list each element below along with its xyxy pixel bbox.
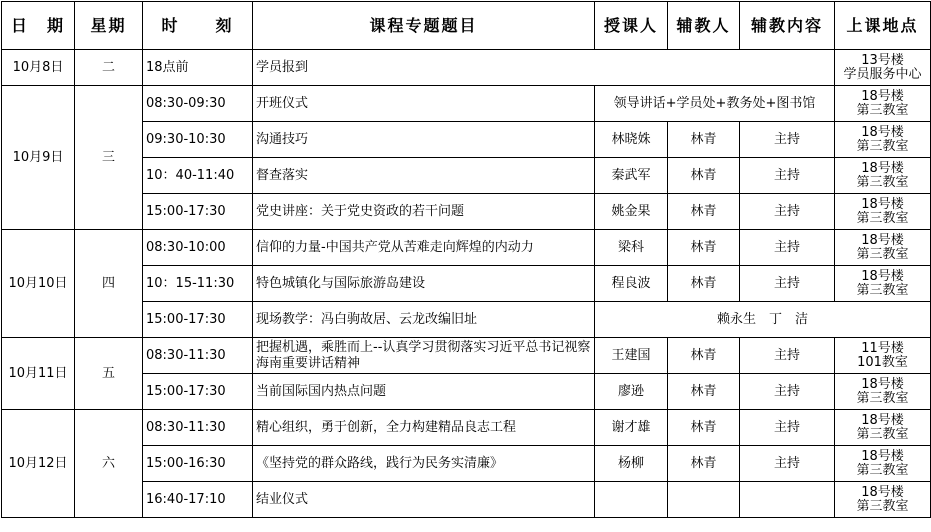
header-lecturer: 授课人 bbox=[595, 2, 668, 50]
lecturer-cell: 程良波 bbox=[595, 266, 668, 302]
location-building: 13号楼 bbox=[861, 52, 904, 68]
location-room: 第三教室 bbox=[856, 138, 909, 154]
location-room: 101教室 bbox=[857, 354, 908, 370]
location-room: 第三教室 bbox=[856, 282, 909, 298]
time-cell: 08:30-10:00 bbox=[143, 230, 253, 266]
topic-cell: 把握机遇，乘胜而上--认真学习贯彻落实习近平总书记视察海南重要讲话精神 bbox=[253, 338, 595, 374]
location-building: 11号楼 bbox=[861, 340, 904, 356]
lecturer-cell: 秦武军 bbox=[595, 158, 668, 194]
topic-cell: 开班仪式 bbox=[253, 86, 595, 122]
location-building: 18号楼 bbox=[861, 484, 904, 500]
assist-content-cell: 主持 bbox=[740, 446, 835, 482]
date-cell: 10月10日 bbox=[2, 230, 75, 338]
topic-cell: 当前国际国内热点问题 bbox=[253, 374, 595, 410]
location-cell bbox=[835, 194, 931, 230]
topic-cell: 特色城镇化与国际旅游岛建设 bbox=[253, 266, 595, 302]
location-room: 第三教室 bbox=[856, 246, 909, 262]
topic-cell: 沟通技巧 bbox=[253, 122, 595, 158]
weekday-cell: 四 bbox=[75, 230, 143, 338]
time-cell: 15:00-16:30 bbox=[143, 446, 253, 482]
weekday-cell: 五 bbox=[75, 338, 143, 410]
assist-content-cell: 主持 bbox=[740, 122, 835, 158]
time-cell: 16:40-17:10 bbox=[143, 482, 253, 518]
date-cell: 10月12日 bbox=[2, 410, 75, 518]
location-building: 18号楼 bbox=[861, 412, 904, 428]
location-cell bbox=[835, 230, 931, 266]
location-room: 第三教室 bbox=[856, 426, 909, 442]
location-cell bbox=[835, 410, 931, 446]
header-assistant: 辅教人 bbox=[668, 2, 740, 50]
location-cell bbox=[835, 86, 931, 122]
header-time: 时 刻 bbox=[143, 2, 253, 50]
topic-cell: 学员报到 bbox=[253, 50, 835, 86]
header-assist-content: 辅教内容 bbox=[740, 2, 835, 50]
date-cell: 10月8日 bbox=[2, 50, 75, 86]
time-cell: 08:30-09:30 bbox=[143, 86, 253, 122]
weekday-cell: 二 bbox=[75, 50, 143, 86]
date-cell: 10月11日 bbox=[2, 338, 75, 410]
location-cell bbox=[835, 482, 931, 518]
header-location: 上课地点 bbox=[835, 2, 931, 50]
location-room: 第三教室 bbox=[856, 102, 909, 118]
merged-note-cell: 领导讲话+学员处+教务处+图书馆 bbox=[595, 86, 835, 122]
weekday-cell: 六 bbox=[75, 410, 143, 518]
time-cell: 08:30-11:30 bbox=[143, 338, 253, 374]
date-cell: 10月9日 bbox=[2, 86, 75, 230]
location-cell bbox=[835, 122, 931, 158]
topic-cell: 信仰的力量-中国共产党从苦难走向辉煌的内动力 bbox=[253, 230, 595, 266]
assist-content-cell: 主持 bbox=[740, 266, 835, 302]
assistant-cell: 林青 bbox=[668, 158, 740, 194]
assistant-cell: 林青 bbox=[668, 446, 740, 482]
lecturer-cell bbox=[595, 482, 668, 518]
lecturer-cell: 梁科 bbox=[595, 230, 668, 266]
lecturer-cell: 谢才雄 bbox=[595, 410, 668, 446]
location-building: 18号楼 bbox=[861, 232, 904, 248]
table-row bbox=[2, 410, 931, 446]
location-building: 18号楼 bbox=[861, 268, 904, 284]
assist-content-cell bbox=[740, 482, 835, 518]
assistant-cell: 林青 bbox=[668, 230, 740, 266]
lecturer-cell: 王建国 bbox=[595, 338, 668, 374]
merged-note-cell: 赖永生 丁 洁 bbox=[595, 302, 931, 338]
lecturer-cell: 廖逊 bbox=[595, 374, 668, 410]
location-room: 第三教室 bbox=[856, 390, 909, 406]
header-weekday: 星期 bbox=[75, 2, 143, 50]
location-building: 18号楼 bbox=[861, 88, 904, 104]
location-cell bbox=[835, 446, 931, 482]
assist-content-cell: 主持 bbox=[740, 194, 835, 230]
assist-content-cell: 主持 bbox=[740, 374, 835, 410]
location-building: 18号楼 bbox=[861, 448, 904, 464]
location-cell bbox=[835, 266, 931, 302]
weekday-cell: 三 bbox=[75, 86, 143, 230]
assistant-cell: 林青 bbox=[668, 122, 740, 158]
table-row bbox=[2, 338, 931, 374]
lecturer-cell: 林晓姝 bbox=[595, 122, 668, 158]
location-room: 第三教室 bbox=[856, 462, 909, 478]
assist-content-cell: 主持 bbox=[740, 158, 835, 194]
table-row bbox=[2, 50, 931, 86]
location-building: 18号楼 bbox=[861, 160, 904, 176]
assistant-cell: 林青 bbox=[668, 266, 740, 302]
assistant-cell bbox=[668, 482, 740, 518]
location-building: 18号楼 bbox=[861, 196, 904, 212]
time-cell: 08:30-11:30 bbox=[143, 410, 253, 446]
location-cell bbox=[835, 158, 931, 194]
topic-cell: 党史讲座：关于党史资政的若干问题 bbox=[253, 194, 595, 230]
lecturer-cell: 杨柳 bbox=[595, 446, 668, 482]
location-room: 第三教室 bbox=[856, 498, 909, 514]
location-room: 第三教室 bbox=[856, 210, 909, 226]
topic-cell: 《坚持党的群众路线，践行为民务实清廉》 bbox=[253, 446, 595, 482]
assist-content-cell: 主持 bbox=[740, 410, 835, 446]
time-cell: 15:00-17:30 bbox=[143, 374, 253, 410]
location-building: 18号楼 bbox=[861, 376, 904, 392]
time-cell: 10：40-11:40 bbox=[143, 158, 253, 194]
time-cell: 15:00-17:30 bbox=[143, 194, 253, 230]
assistant-cell: 林青 bbox=[668, 374, 740, 410]
time-cell: 09:30-10:30 bbox=[143, 122, 253, 158]
location-room: 学员服务中心 bbox=[843, 66, 922, 82]
topic-cell: 精心组织，勇于创新，全力构建精品良志工程 bbox=[253, 410, 595, 446]
lecturer-cell: 姚金果 bbox=[595, 194, 668, 230]
assistant-cell: 林青 bbox=[668, 194, 740, 230]
location-building: 18号楼 bbox=[861, 124, 904, 140]
table-row bbox=[2, 230, 931, 266]
location-room: 第三教室 bbox=[856, 174, 909, 190]
header-row bbox=[2, 2, 931, 50]
location-cell bbox=[835, 338, 931, 374]
location-cell bbox=[835, 50, 931, 86]
assist-content-cell: 主持 bbox=[740, 230, 835, 266]
header-date: 日 期 bbox=[2, 2, 75, 50]
header-topic: 课程专题题目 bbox=[253, 2, 595, 50]
topic-cell: 督查落实 bbox=[253, 158, 595, 194]
topic-cell: 现场教学：冯白驹故居、云龙改编旧址 bbox=[253, 302, 595, 338]
time-cell: 18点前 bbox=[143, 50, 253, 86]
assistant-cell: 林青 bbox=[668, 410, 740, 446]
table-row bbox=[2, 86, 931, 122]
time-cell: 10：15-11:30 bbox=[143, 266, 253, 302]
schedule-table bbox=[1, 1, 931, 518]
topic-cell: 结业仪式 bbox=[253, 482, 595, 518]
location-cell bbox=[835, 374, 931, 410]
assist-content-cell: 主持 bbox=[740, 338, 835, 374]
assistant-cell: 林青 bbox=[668, 338, 740, 374]
time-cell: 15:00-17:30 bbox=[143, 302, 253, 338]
